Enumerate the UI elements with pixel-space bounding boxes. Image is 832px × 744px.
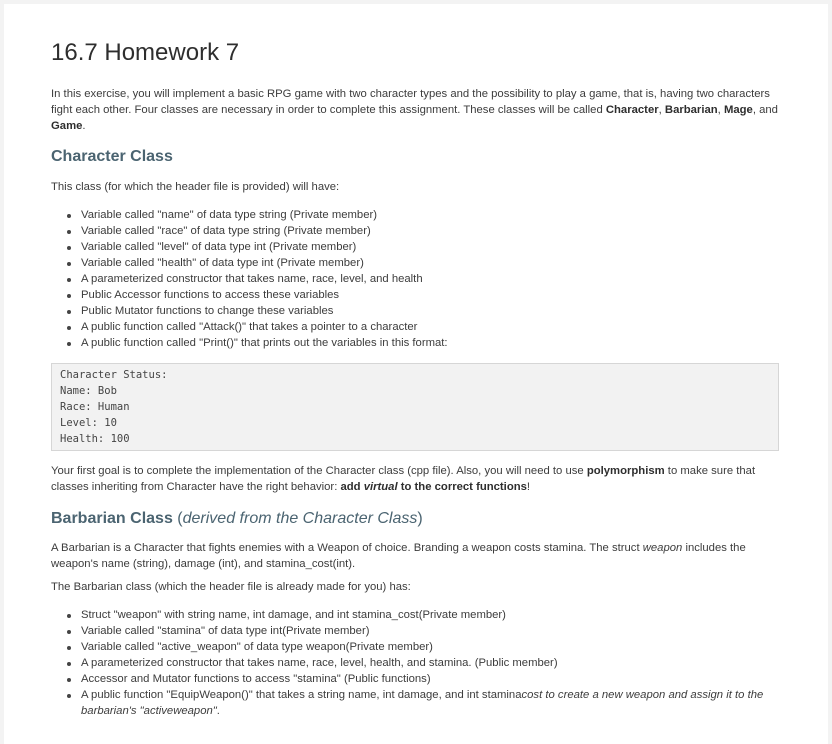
code-line: Race: Human xyxy=(60,401,130,413)
list-item: Variable called "race" of data type string (Private member) xyxy=(81,223,779,239)
list-item: A public function called "Print()" that prints out the variables in this format: xyxy=(81,335,779,351)
list-item: A public function called "Attack()" that takes a pointer to a character xyxy=(81,319,779,335)
list-item: Variable called "health" of data type int (Private member) xyxy=(81,255,779,271)
list-item: A parameterized constructor that takes name, race, level, health, and stamina. (Public member) xyxy=(81,655,779,671)
list-item: Variable called "name" of data type string (Private member) xyxy=(81,207,779,223)
list-item: Accessor and Mutator functions to access "stamina" (Public functions) xyxy=(81,671,779,687)
virtual-instruction: add virtual to the correct functions xyxy=(340,481,527,493)
list-item: Public Accessor functions to access these variables xyxy=(81,287,779,303)
barbarian-header-note: The Barbarian class (which the header file is already made for you) has: xyxy=(51,581,411,593)
list-item: Struct "weapon" with string name, int damage, and int stamina_cost(Private member) xyxy=(81,607,779,623)
page-title: 16.7 Homework 7 xyxy=(51,39,240,66)
class-name-character: Character xyxy=(605,104,659,116)
class-name-barbarian: Barbarian xyxy=(664,104,718,116)
list-item: Variable called "active_weapon" of data type weapon(Private member) xyxy=(81,639,779,655)
code-line: Name: Bob xyxy=(60,385,117,397)
page xyxy=(4,4,828,744)
code-line: Health: 100 xyxy=(60,433,130,445)
list-item: A parameterized constructor that takes name, race, level, and health xyxy=(81,271,779,287)
barbarian-description: A Barbarian is a Character that fights enemies with a Weapon of choice. Branding a weapon costs stamina. The struct weapon includes the weapon's name (string), damage (int), and stamina_cost(int). xyxy=(51,542,746,570)
code-line: Character Status: xyxy=(60,369,168,381)
code-block xyxy=(51,363,779,451)
intro-paragraph: In this exercise, you will implement a basic RPG game with two character types and the possibility to play a game, that is, having two characters fight each other. Four classes are necessary in order to complete this assignment. These classes will be called Character, Barbarian, Mage, and Game. xyxy=(51,88,778,132)
list-item: Variable called "level" of data type int (Private member) xyxy=(81,239,779,255)
list-item: Variable called "stamina" of data type int(Private member) xyxy=(81,623,779,639)
goal-paragraph: Your first goal is to complete the implementation of the Character class (cpp file). Also, you will need to use polymorphism to make sure that classes inheriting from Character have the right behavior: add virtual to the correct functions! xyxy=(51,465,756,493)
character-class-heading: Character Class xyxy=(51,148,173,165)
list-item: A public function "EquipWeapon()" that takes a string name, int damage, and int staminacost to create a new weapon and assign it to the barbarian's "activeweapon". xyxy=(81,687,779,719)
character-class-description: This class (for which the header file is provided) will have: xyxy=(51,181,340,193)
intro-text: In this exercise, you will implement a basic RPG game with two character types and the possibility to play a game, that is, having two characters fight each other. Four classes are necessary in order to complete this assignment. These classes will be called xyxy=(51,88,770,116)
polymorphism-term: polymorphism xyxy=(586,465,665,477)
barbarian-subheading: (derived from the Character Class) xyxy=(177,510,423,527)
class-name-mage: Mage xyxy=(723,104,753,116)
barbarian-class-list xyxy=(51,607,779,719)
code-line: Level: 10 xyxy=(60,417,117,429)
character-class-list xyxy=(51,207,779,351)
list-item: Public Mutator functions to change these variables xyxy=(81,303,779,319)
class-name-game: Game xyxy=(51,120,83,132)
barbarian-class-heading: Barbarian Class (derived from the Character Class) xyxy=(51,510,423,527)
